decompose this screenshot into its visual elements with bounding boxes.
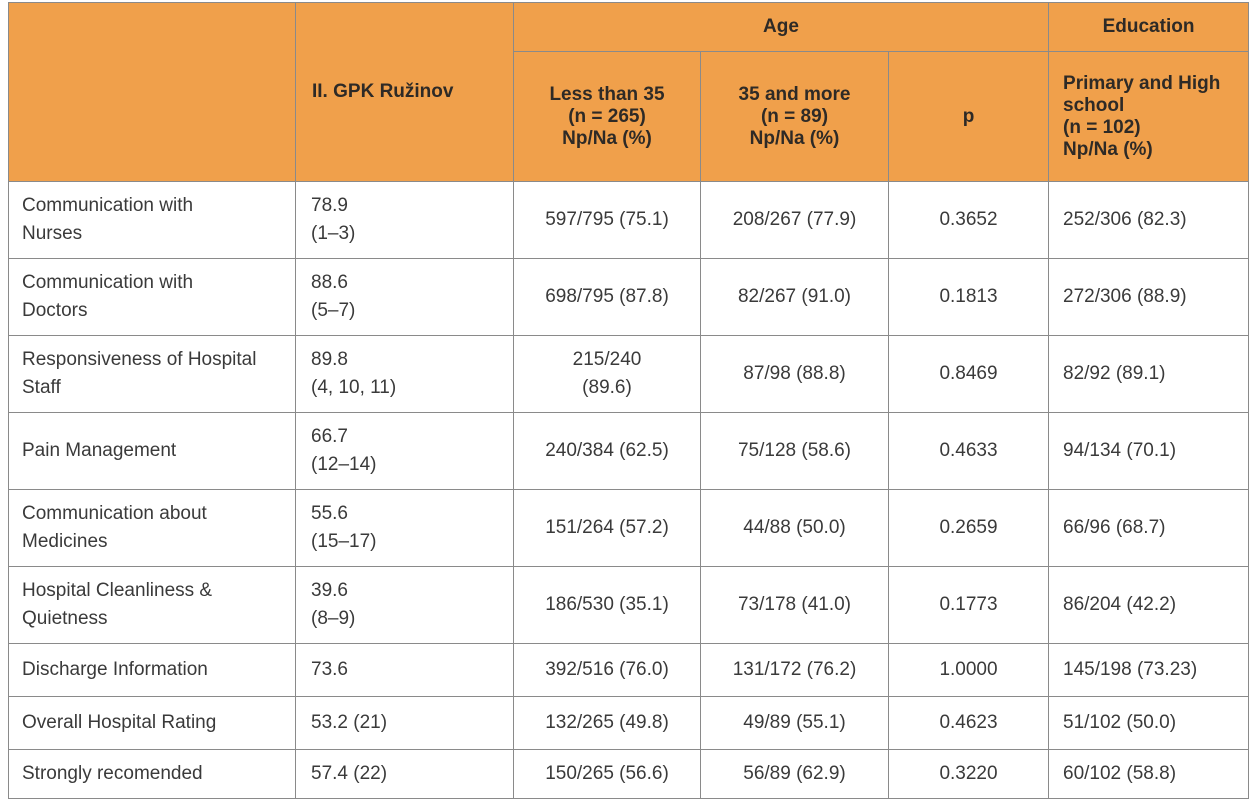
cell-p: 0.4623 xyxy=(889,697,1049,750)
cell-age-lt35 xyxy=(514,413,701,490)
table-row xyxy=(9,336,1249,413)
row-label xyxy=(9,259,296,336)
row-label xyxy=(9,644,296,697)
cell-gpk-line: (1–3) xyxy=(311,223,356,244)
cell-education: 94/134 (70.1) xyxy=(1049,413,1249,490)
cell-age-lt35-line: 151/264 (57.2) xyxy=(545,517,669,538)
row-label-line: Discharge Information xyxy=(22,659,208,680)
cell-education: 272/306 (88.9) xyxy=(1049,259,1249,336)
row-label-line: Communication with xyxy=(22,195,194,216)
row-label-line: Hospital Cleanliness & xyxy=(22,580,213,601)
table-header xyxy=(9,3,1249,182)
cell-p: 0.1773 xyxy=(889,567,1049,644)
cell-gpk xyxy=(296,336,514,413)
cell-p: 0.3220 xyxy=(889,750,1049,799)
header-edu-primary-line: school xyxy=(1063,94,1125,116)
header-age-lt35-line: (n = 265) xyxy=(568,105,646,127)
table-row xyxy=(9,750,1249,799)
cell-education: 82/92 (89.1) xyxy=(1049,336,1249,413)
cell-gpk xyxy=(296,413,514,490)
cell-gpk-line: 66.7 xyxy=(311,426,348,447)
cell-age-lt35 xyxy=(514,336,701,413)
cell-gpk xyxy=(296,750,514,799)
cell-age-lt35-line: 698/795 (87.8) xyxy=(545,286,669,307)
cell-age-35plus: 82/267 (91.0) xyxy=(701,259,889,336)
cell-p: 0.4633 xyxy=(889,413,1049,490)
row-label-line: Medicines xyxy=(22,531,108,552)
header-age-lt35 xyxy=(514,52,701,182)
cell-age-35plus: 75/128 (58.6) xyxy=(701,413,889,490)
table-row xyxy=(9,567,1249,644)
cell-age-lt35 xyxy=(514,644,701,697)
cell-age-lt35-line: 150/265 (56.6) xyxy=(545,763,669,784)
cell-age-35plus: 49/89 (55.1) xyxy=(701,697,889,750)
header-age-group: Age xyxy=(514,3,1049,52)
cell-p: 1.0000 xyxy=(889,644,1049,697)
cell-age-lt35 xyxy=(514,182,701,259)
cell-age-lt35-line: 186/530 (35.1) xyxy=(545,594,669,615)
header-education-group: Education xyxy=(1049,3,1249,52)
cell-gpk-line: 55.6 xyxy=(311,503,348,524)
row-label-line: Staff xyxy=(22,377,61,398)
cell-education: 252/306 (82.3) xyxy=(1049,182,1249,259)
table-row xyxy=(9,182,1249,259)
cell-gpk-line: (8–9) xyxy=(311,608,356,629)
table-row xyxy=(9,490,1249,567)
cell-age-lt35 xyxy=(514,697,701,750)
cell-age-lt35 xyxy=(514,750,701,799)
cell-gpk-line: 57.4 (22) xyxy=(311,763,388,784)
table-row xyxy=(9,697,1249,750)
table-body xyxy=(9,182,1249,799)
cell-age-lt35-line: (89.6) xyxy=(582,377,632,398)
cell-gpk xyxy=(296,697,514,750)
cell-age-35plus: 131/172 (76.2) xyxy=(701,644,889,697)
cell-gpk xyxy=(296,644,514,697)
row-label xyxy=(9,182,296,259)
cell-gpk-line: (12–14) xyxy=(311,454,377,475)
row-label-line: Doctors xyxy=(22,300,88,321)
row-label-line: Nurses xyxy=(22,223,83,244)
row-label xyxy=(9,567,296,644)
table-row xyxy=(9,413,1249,490)
header-gpk: II. GPK Ružinov xyxy=(296,3,514,182)
cell-p: 0.1813 xyxy=(889,259,1049,336)
cell-age-lt35 xyxy=(514,259,701,336)
cell-age-lt35 xyxy=(514,490,701,567)
cell-age-35plus: 73/178 (41.0) xyxy=(701,567,889,644)
table-row xyxy=(9,644,1249,697)
cell-age-lt35 xyxy=(514,567,701,644)
header-edu-primary-line: Primary and High xyxy=(1063,72,1221,94)
cell-education: 60/102 (58.8) xyxy=(1049,750,1249,799)
cell-age-35plus: 208/267 (77.9) xyxy=(701,182,889,259)
cell-gpk-line: 89.8 xyxy=(311,349,348,370)
header-corner xyxy=(9,3,296,182)
cell-p: 0.3652 xyxy=(889,182,1049,259)
cell-age-lt35-line: 240/384 (62.5) xyxy=(545,440,669,461)
cell-gpk-line: 53.2 (21) xyxy=(311,712,388,733)
row-label-line: Communication with xyxy=(22,272,194,293)
cell-age-lt35-line: 132/265 (49.8) xyxy=(545,712,669,733)
results-table xyxy=(8,2,1249,799)
cell-age-lt35-line: 215/240 xyxy=(572,349,642,370)
table-row xyxy=(9,259,1249,336)
cell-age-35plus: 56/89 (62.9) xyxy=(701,750,889,799)
header-age-lt35-line: Less than 35 xyxy=(549,83,665,105)
header-age-lt35-line: Np/Na (%) xyxy=(562,127,652,149)
row-label xyxy=(9,336,296,413)
cell-age-lt35-line: 392/516 (76.0) xyxy=(545,659,669,680)
cell-gpk xyxy=(296,182,514,259)
cell-age-lt35-line: 597/795 (75.1) xyxy=(545,209,669,230)
cell-p: 0.8469 xyxy=(889,336,1049,413)
cell-gpk-line: (4, 10, 11) xyxy=(311,377,397,398)
row-label-line: Pain Management xyxy=(22,440,177,461)
cell-gpk-line: 88.6 xyxy=(311,272,348,293)
header-age-35plus-line: 35 and more xyxy=(738,83,851,105)
row-label-line: Overall Hospital Rating xyxy=(22,712,217,733)
cell-gpk-line: (15–17) xyxy=(311,531,377,552)
cell-gpk xyxy=(296,567,514,644)
cell-education: 51/102 (50.0) xyxy=(1049,697,1249,750)
header-age-35plus-line: Np/Na (%) xyxy=(749,127,840,149)
header-p: p xyxy=(889,52,1049,182)
cell-education: 86/204 (42.2) xyxy=(1049,567,1249,644)
header-age-35plus xyxy=(701,52,889,182)
row-label xyxy=(9,750,296,799)
cell-gpk-line: 78.9 xyxy=(311,195,348,216)
cell-age-35plus: 87/98 (88.8) xyxy=(701,336,889,413)
row-label xyxy=(9,697,296,750)
row-label xyxy=(9,490,296,567)
cell-age-35plus: 44/88 (50.0) xyxy=(701,490,889,567)
cell-gpk-line: 73.6 xyxy=(311,659,348,680)
cell-gpk xyxy=(296,490,514,567)
row-label-line: Quietness xyxy=(22,608,108,629)
row-label-line: Communication about xyxy=(22,503,207,524)
header-age-35plus-line: (n = 89) xyxy=(760,105,829,127)
cell-gpk-line: (5–7) xyxy=(311,300,356,321)
cell-education: 145/198 (73.23) xyxy=(1049,644,1249,697)
cell-gpk xyxy=(296,259,514,336)
cell-education: 66/96 (68.7) xyxy=(1049,490,1249,567)
row-label xyxy=(9,413,296,490)
cell-gpk-line: 39.6 xyxy=(311,580,348,601)
cell-p: 0.2659 xyxy=(889,490,1049,567)
header-edu-primary-line: (n = 102) xyxy=(1063,116,1141,138)
table-container xyxy=(8,2,1249,799)
row-label-line: Strongly recomended xyxy=(22,763,203,784)
header-edu-primary xyxy=(1049,52,1249,182)
row-label-line: Responsiveness of Hospital xyxy=(22,349,257,370)
header-edu-primary-line: Np/Na (%) xyxy=(1063,138,1153,160)
